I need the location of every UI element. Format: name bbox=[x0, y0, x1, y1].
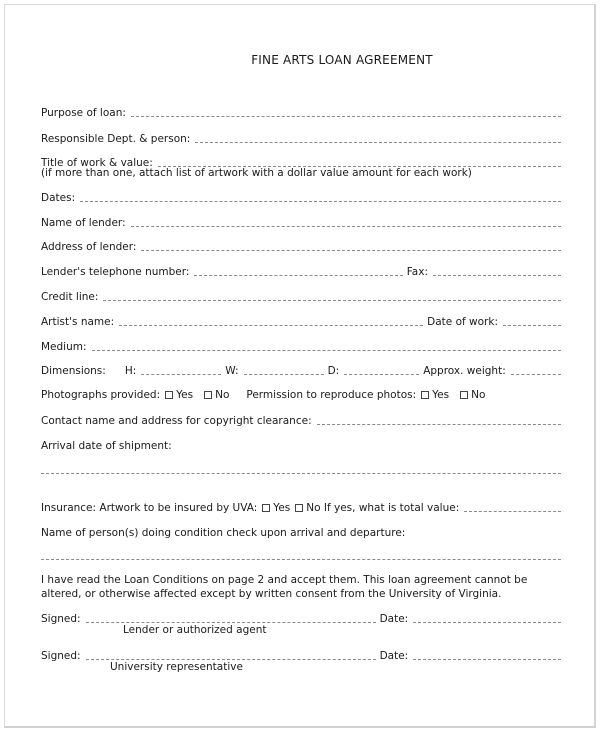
dates-label: Dates: bbox=[41, 192, 76, 204]
depth-field[interactable] bbox=[344, 374, 419, 375]
title-value-label: Title of work & value: bbox=[41, 157, 153, 169]
checkbox-icon bbox=[295, 504, 303, 512]
fax-label: Fax: bbox=[406, 266, 428, 278]
signature-row-university bbox=[41, 648, 561, 662]
signed-label: Signed: bbox=[41, 650, 81, 662]
insurance-value-field[interactable] bbox=[464, 511, 561, 512]
dept-row bbox=[41, 131, 561, 145]
copyright-row bbox=[41, 413, 561, 427]
arrival-date-row bbox=[41, 438, 561, 452]
dept-field[interactable] bbox=[195, 142, 561, 143]
permission-yes-checkbox[interactable]: Yes bbox=[421, 389, 449, 401]
width-field[interactable] bbox=[244, 374, 324, 375]
height-label: H: bbox=[124, 365, 137, 377]
dates-row bbox=[41, 190, 561, 204]
university-date-field[interactable] bbox=[413, 659, 561, 660]
lender-date-field[interactable] bbox=[413, 622, 561, 623]
width-label: W: bbox=[225, 365, 239, 377]
purpose-field[interactable] bbox=[131, 116, 561, 117]
copyright-contact-field[interactable] bbox=[317, 424, 561, 425]
dimensions-row bbox=[41, 363, 561, 377]
date-of-work-field[interactable] bbox=[503, 325, 561, 326]
date-label: Date: bbox=[379, 650, 409, 662]
medium-row bbox=[41, 339, 561, 353]
medium-label: Medium: bbox=[41, 341, 87, 353]
height-field[interactable] bbox=[141, 374, 221, 375]
lender-phone-label: Lender's telephone number: bbox=[41, 266, 190, 278]
credit-line-field[interactable] bbox=[103, 300, 561, 301]
dept-label: Responsible Dept. & person: bbox=[41, 133, 191, 145]
weight-field[interactable] bbox=[511, 374, 561, 375]
insurance-yes-checkbox[interactable]: Yes bbox=[262, 502, 290, 514]
date-of-work-label: Date of work: bbox=[427, 316, 498, 328]
document-title: FINE ARTS LOAN AGREEMENT bbox=[251, 53, 433, 67]
permission-photos-label: Permission to reproduce photos: bbox=[246, 389, 417, 401]
lender-address-field[interactable] bbox=[141, 250, 561, 251]
photos-row bbox=[41, 387, 561, 401]
title-value-note: (if more than one, attach list of artwork with a dollar value amount for each work) bbox=[41, 167, 472, 179]
arrival-date-line-row bbox=[41, 462, 561, 476]
university-signature-field[interactable] bbox=[86, 659, 376, 660]
checkbox-icon bbox=[165, 391, 173, 399]
fax-field[interactable] bbox=[433, 275, 561, 276]
insurance-no-checkbox[interactable]: No If yes, what is total value: bbox=[295, 502, 459, 514]
condition-check-line-row bbox=[41, 548, 561, 562]
condition-check-row bbox=[41, 525, 561, 539]
checkbox-icon bbox=[460, 391, 468, 399]
arrival-date-field[interactable] bbox=[41, 473, 561, 474]
lender-phone-row bbox=[41, 264, 561, 278]
date-label: Date: bbox=[379, 613, 409, 625]
purpose-row bbox=[41, 105, 561, 119]
artist-name-label: Artist's name: bbox=[41, 316, 115, 328]
dates-field[interactable] bbox=[80, 201, 561, 202]
acceptance-statement: I have read the Loan Conditions on page 2 and accept them. This loan agreement cannot be altered, or otherwise affected except by written consent from the University of Virginia. bbox=[41, 574, 528, 600]
artist-row bbox=[41, 314, 561, 328]
dimensions-label: Dimensions: bbox=[41, 365, 106, 377]
condition-check-label: Name of person(s) doing condition check upon arrival and departure: bbox=[41, 527, 406, 539]
photos-no-checkbox[interactable]: No bbox=[204, 389, 229, 401]
condition-check-field[interactable] bbox=[41, 559, 561, 560]
lender-address-label: Address of lender: bbox=[41, 241, 137, 253]
checkbox-icon bbox=[421, 391, 429, 399]
credit-line-row bbox=[41, 289, 561, 303]
copyright-contact-label: Contact name and address for copyright clearance: bbox=[41, 415, 312, 427]
purpose-label: Purpose of loan: bbox=[41, 107, 126, 119]
lender-role-caption: Lender or authorized agent bbox=[123, 624, 267, 636]
checkbox-icon bbox=[262, 504, 270, 512]
photos-provided-label: Photographs provided: bbox=[41, 389, 161, 401]
lender-name-field[interactable] bbox=[131, 226, 561, 227]
signed-label: Signed: bbox=[41, 613, 81, 625]
insurance-label: Insurance: Artwork to be insured by UVA: bbox=[41, 502, 258, 514]
artist-name-field[interactable] bbox=[119, 325, 423, 326]
insurance-row bbox=[41, 500, 561, 514]
lender-name-row bbox=[41, 215, 561, 229]
lender-phone-field[interactable] bbox=[194, 275, 402, 276]
credit-line-label: Credit line: bbox=[41, 291, 99, 303]
lender-address-row bbox=[41, 239, 561, 253]
university-role-caption: University representative bbox=[110, 661, 243, 673]
signature-row-lender bbox=[41, 611, 561, 625]
weight-label: Approx. weight: bbox=[423, 365, 506, 377]
arrival-date-label: Arrival date of shipment: bbox=[41, 440, 172, 452]
photos-yes-checkbox[interactable]: Yes bbox=[165, 389, 193, 401]
lender-signature-field[interactable] bbox=[86, 622, 376, 623]
medium-field[interactable] bbox=[92, 350, 561, 351]
depth-label: D: bbox=[327, 365, 340, 377]
permission-no-checkbox[interactable]: No bbox=[460, 389, 485, 401]
checkbox-icon bbox=[204, 391, 212, 399]
lender-name-label: Name of lender: bbox=[41, 217, 126, 229]
